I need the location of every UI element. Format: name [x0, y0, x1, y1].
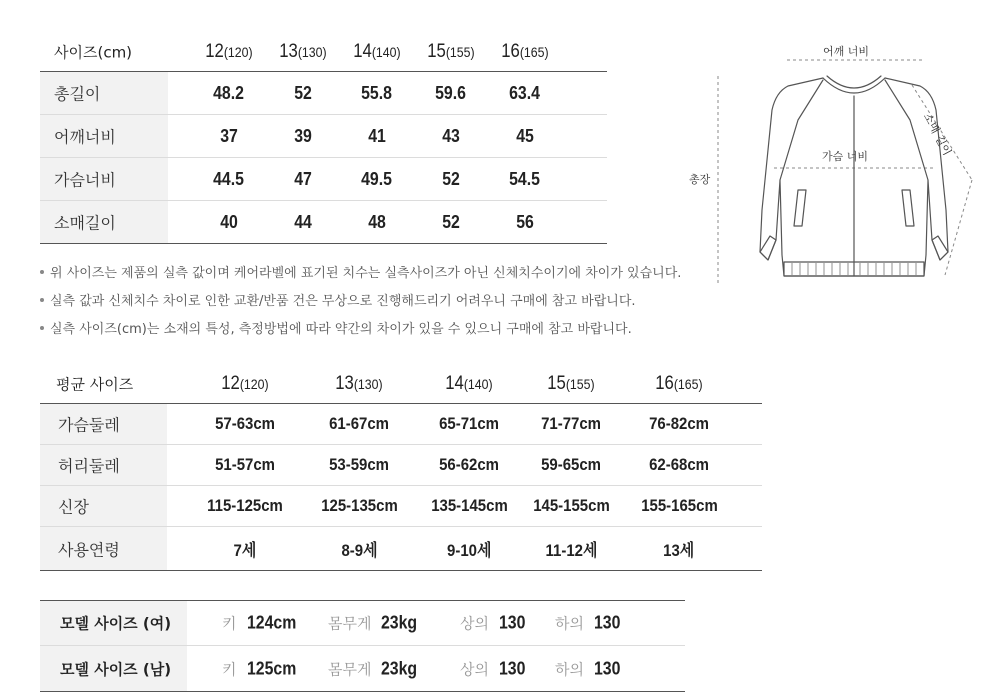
size-header-12 [192, 32, 266, 71]
table-cell: 57-63cm [215, 414, 275, 433]
size-main: 12 [205, 40, 224, 62]
row-label: 어깨너비 [54, 127, 116, 147]
average-size-table [40, 365, 762, 571]
model-bottom [555, 613, 624, 634]
measured-size-table [40, 32, 607, 244]
table-cell: 71-77cm [541, 414, 601, 433]
table-cell: 7세 [233, 541, 257, 560]
size-main: 16 [501, 40, 520, 62]
table-cell: 44.5 [213, 168, 245, 189]
measured-size-header-label: 사이즈(cm) [54, 43, 133, 61]
table-cell: 48.2 [213, 82, 245, 103]
average-size-header-label: 평균 사이즈 [56, 375, 134, 394]
size-main: 16 [655, 373, 674, 394]
table-cell: 48 [368, 211, 386, 232]
bottom-value: 130 [593, 612, 621, 633]
model-height [222, 658, 303, 679]
bullet-icon [40, 270, 44, 274]
size-sub: (140) [371, 43, 401, 60]
size-main: 14 [445, 373, 464, 394]
bottom-key: 하의 [555, 660, 584, 678]
size-sub: (155) [565, 376, 595, 392]
table-cell: 62-68cm [649, 455, 709, 474]
model-row-male [40, 646, 685, 692]
table-cell: 11-12세 [545, 541, 597, 560]
table-cell: 135-145cm [430, 496, 508, 515]
bullet-icon [40, 326, 44, 330]
size-header-12 [190, 365, 300, 403]
table-cell: 43 [442, 125, 460, 146]
size-main: 14 [353, 40, 372, 62]
top-key: 상의 [460, 614, 489, 633]
size-header-13 [304, 365, 414, 403]
table-cell: 76-82cm [649, 414, 709, 433]
height-key: 키 [222, 660, 237, 678]
model-weight [328, 613, 423, 634]
weight-key: 몸무게 [328, 660, 372, 678]
table-cell: 37 [220, 125, 238, 146]
height-value: 124cm [246, 612, 296, 633]
table-cell: 8-9세 [340, 541, 378, 560]
model-top [460, 613, 529, 634]
diagram-sleeve-label: 소매 길이 [920, 110, 954, 158]
size-sub: (130) [353, 376, 383, 392]
row-label: 모델 사이즈 (남) [60, 660, 172, 678]
table-row [40, 486, 762, 527]
top-value: 130 [498, 612, 526, 633]
model-size-table [40, 600, 685, 692]
table-cell: 39 [294, 125, 312, 146]
size-main: 13 [335, 373, 354, 394]
size-main: 15 [547, 373, 566, 394]
header-label-cell [40, 32, 168, 71]
table-row [40, 115, 607, 158]
top-key: 상의 [460, 660, 489, 678]
table-cell: 59-65cm [541, 455, 601, 474]
table-cell: 51-57cm [215, 455, 275, 474]
measured-size-header-row [40, 32, 607, 72]
table-row [40, 72, 607, 115]
table-cell: 47 [294, 168, 312, 189]
jacket-icon [680, 40, 990, 300]
top-value: 130 [498, 658, 526, 678]
table-cell: 44 [294, 211, 312, 232]
model-top [460, 658, 529, 679]
table-cell: 56 [516, 211, 534, 232]
table-cell: 56-62cm [439, 455, 499, 474]
table-row [40, 201, 607, 244]
size-sub: (140) [463, 376, 493, 392]
bottom-value: 130 [593, 658, 621, 678]
table-cell: 49.5 [361, 168, 393, 189]
weight-key: 몸무게 [328, 614, 372, 633]
row-label: 허리둘레 [58, 456, 120, 476]
height-value: 125cm [246, 658, 296, 678]
size-header-15 [516, 365, 626, 403]
note-text: 실측 사이즈(cm)는 소재의 특성, 측정방법에 따라 약간의 차이가 있을 수 있으니 구매에 참고 바랍니다. [50, 322, 632, 337]
size-sub: (155) [445, 43, 475, 60]
height-key: 키 [222, 614, 237, 633]
size-main: 12 [221, 373, 240, 394]
table-row [40, 445, 762, 486]
note-item [40, 318, 632, 337]
table-cell: 41 [368, 125, 386, 146]
note-item [40, 262, 681, 281]
size-main: 13 [279, 40, 298, 62]
table-cell: 52 [442, 211, 460, 232]
size-sub: (165) [519, 43, 549, 60]
model-height [222, 613, 303, 634]
size-main: 15 [427, 40, 446, 62]
diagram-shoulder-label: 어깨 너비 [823, 45, 870, 58]
table-cell: 65-71cm [439, 414, 499, 433]
table-cell: 115-125cm [207, 496, 283, 515]
table-row [40, 404, 762, 445]
note-text: 위 사이즈는 제품의 실측 값이며 케어라벨에 표기된 치수는 실측사이즈가 아닌 신체치수이기에 차이가 있습니다. [50, 266, 682, 281]
size-sub: (120) [239, 376, 269, 392]
size-header-15 [414, 32, 488, 71]
row-label: 사용연령 [58, 540, 120, 559]
table-cell: 13세 [663, 541, 695, 560]
table-cell: 125-135cm [320, 496, 398, 515]
table-cell: 9-10세 [446, 541, 492, 560]
size-header-13 [266, 32, 340, 71]
model-row-female [40, 601, 685, 646]
model-weight [328, 658, 423, 679]
row-label: 모델 사이즈 (여) [60, 614, 172, 633]
row-label: 가슴너비 [54, 170, 116, 190]
row-label: 소매길이 [54, 213, 116, 233]
table-cell: 52 [442, 168, 460, 189]
table-cell: 53-59cm [329, 455, 389, 474]
diagram-length-label: 총장 [689, 173, 711, 186]
size-sub: (130) [297, 43, 327, 60]
table-cell: 40 [220, 211, 238, 232]
average-size-header-row [40, 365, 762, 404]
table-cell: 52 [294, 82, 312, 103]
size-sub: (165) [673, 376, 703, 392]
row-label: 가슴둘레 [58, 415, 120, 435]
table-cell: 59.6 [435, 82, 467, 103]
bottom-key: 하의 [555, 614, 584, 633]
size-header-14 [340, 32, 414, 71]
table-cell: 61-67cm [329, 414, 389, 433]
table-cell: 145-155cm [532, 496, 610, 515]
table-cell: 45 [516, 125, 534, 146]
table-cell: 63.4 [509, 82, 541, 103]
table-row [40, 158, 607, 201]
table-cell: 55.8 [361, 82, 393, 103]
row-label: 신장 [58, 497, 89, 517]
size-header-16 [488, 32, 562, 71]
weight-value: 23kg [381, 658, 418, 678]
note-item [40, 290, 636, 309]
bullet-icon [40, 298, 44, 302]
row-label: 총길이 [54, 84, 101, 104]
size-header-14 [414, 365, 524, 403]
jacket-measurement-diagram [680, 40, 990, 300]
table-row [40, 527, 762, 571]
diagram-chest-label: 가슴 너비 [822, 150, 869, 163]
size-sub: (120) [223, 43, 253, 60]
table-cell: 54.5 [509, 168, 541, 189]
note-text: 실측 값과 신체치수 차이로 인한 교환/반품 건은 무상으로 진행해드리기 어려우니 구매에 참고 바랍니다. [50, 294, 636, 309]
model-bottom [555, 658, 624, 679]
table-cell: 155-165cm [640, 496, 718, 515]
size-header-16 [624, 365, 734, 403]
weight-value: 23kg [381, 612, 418, 633]
